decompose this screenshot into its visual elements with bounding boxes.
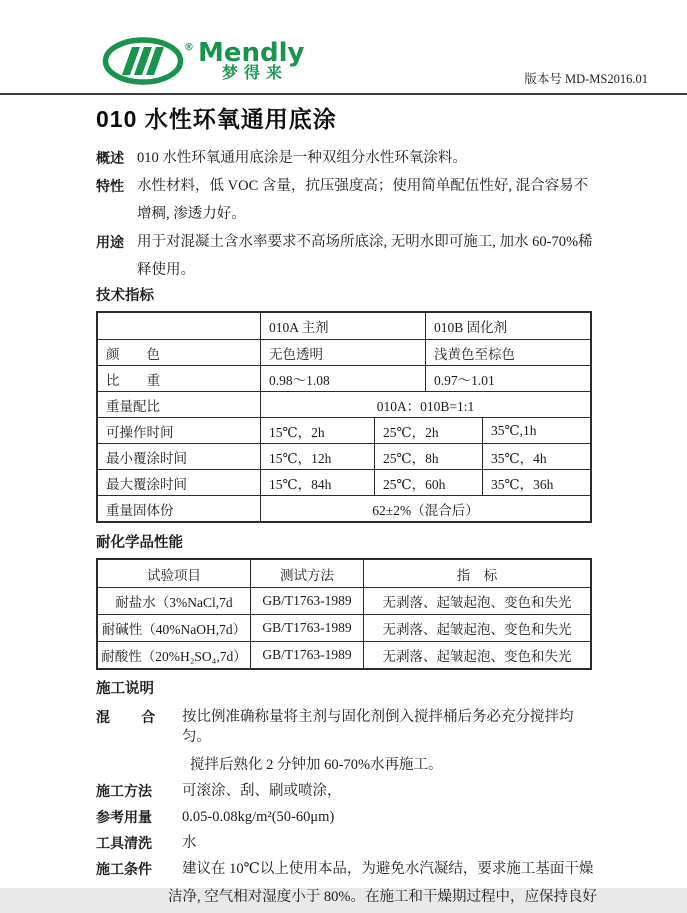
header-divider bbox=[0, 93, 687, 95]
table-cell: 耐盐水（3%NaCl,7d bbox=[115, 595, 233, 610]
construction-conditions-text bbox=[168, 859, 600, 907]
table-cell: 无剥落、起皱起泡、变色和失光 bbox=[363, 615, 590, 641]
table-row bbox=[98, 365, 590, 391]
tech-specs-heading: 技术指标 bbox=[96, 288, 154, 304]
application-method-label: 施工方法 bbox=[96, 783, 152, 799]
table-cell: 0.97～1.01 bbox=[425, 366, 590, 391]
table-cell: 浅黄色至棕色 bbox=[425, 340, 590, 365]
usage-label: 用途 bbox=[96, 234, 124, 250]
document-body bbox=[96, 104, 600, 913]
table-header-row bbox=[98, 560, 590, 587]
table-cell: 62±2%（混合后） bbox=[260, 496, 590, 521]
table-cell: 010A：010B=1:1 bbox=[260, 392, 590, 417]
table-cell: 15℃，12h bbox=[260, 444, 374, 469]
features-row bbox=[96, 172, 600, 228]
chem-resistance-heading: 耐化学品性能 bbox=[96, 535, 183, 551]
row-label: 重量固体份 bbox=[106, 502, 174, 518]
text-line: 0.05-0.08kg/m²(50-60μm) bbox=[182, 809, 335, 825]
table-cell: 耐碱性（40%NaOH,7d） bbox=[101, 622, 247, 637]
mixing-text bbox=[182, 707, 600, 775]
mixing-label: 混 合 bbox=[96, 709, 156, 725]
row-label: 比 重 bbox=[106, 372, 160, 388]
table-cell: GB/T1763-1989 bbox=[250, 615, 363, 641]
text-line: 洁净, 空气相对湿度小于 80%。在施工和干燥期过程中，应保持良好 bbox=[168, 889, 597, 905]
table-cell: 25℃，8h bbox=[374, 444, 482, 469]
mixing-row bbox=[96, 707, 600, 775]
table-cell: 35℃，4h bbox=[482, 444, 590, 469]
table-cell: 35℃,1h bbox=[482, 418, 590, 443]
registered-trademark-icon: ® bbox=[184, 42, 194, 53]
tool-cleaning-label: 工具清洗 bbox=[96, 835, 152, 851]
table-row bbox=[98, 495, 590, 521]
mendly-logo bbox=[102, 36, 305, 88]
text-line: 按比例准确称量将主剂与固化剂倒入搅拌桶后务必充分搅拌均匀。 bbox=[182, 709, 574, 745]
row-label: 颜 色 bbox=[106, 346, 160, 362]
table-cell: 无剥落、起皱起泡、变色和失光 bbox=[363, 642, 590, 668]
table-row bbox=[98, 313, 590, 339]
text-line: 可滚涂、刮、刷或喷涂， bbox=[182, 783, 342, 799]
text-line: 建议在 10℃以上使用本品，为避免水汽凝结，要求施工基面干燥 bbox=[182, 861, 594, 877]
brand-name-cn: 梦得来 bbox=[222, 63, 289, 82]
tool-cleaning-text bbox=[182, 833, 600, 853]
construction-heading: 施工说明 bbox=[96, 681, 154, 697]
usage-row bbox=[96, 228, 600, 284]
logo-text bbox=[198, 38, 305, 82]
tool-cleaning-row bbox=[96, 833, 600, 853]
table-cell: 无色透明 bbox=[260, 340, 425, 365]
table-row bbox=[98, 469, 590, 495]
table-row bbox=[98, 614, 590, 641]
table-row bbox=[98, 417, 590, 443]
overview-row bbox=[96, 144, 600, 172]
application-method-row bbox=[96, 781, 600, 801]
table-row bbox=[98, 641, 590, 668]
reference-dosage-row bbox=[96, 807, 600, 827]
table-cell: 无剥落、起皱起泡、变色和失光 bbox=[363, 588, 590, 614]
mendly-emblem-icon bbox=[102, 36, 192, 88]
table-cell: GB/T1763-1989 bbox=[250, 588, 363, 614]
row-label: 最小覆涂时间 bbox=[106, 450, 187, 466]
row-label: 可操作时间 bbox=[106, 424, 174, 440]
table-row bbox=[98, 339, 590, 365]
features-label: 特性 bbox=[96, 178, 124, 194]
reference-dosage-label: 参考用量 bbox=[96, 809, 152, 825]
overview-label: 概述 bbox=[96, 150, 124, 166]
row-label: 最大覆涂时间 bbox=[106, 476, 187, 492]
construction-conditions-row bbox=[96, 859, 600, 907]
usage-text: 用于对混凝土含水率要求不高场所底涂, 无明水即可施工, 加水 60-70%稀释使用。 bbox=[137, 234, 593, 278]
reference-dosage-text bbox=[182, 807, 600, 827]
table-cell bbox=[98, 313, 260, 339]
col-header-test-method: 测试方法 bbox=[250, 560, 363, 587]
table-cell: 15℃，84h bbox=[260, 470, 374, 495]
col-header-010a: 010A 主剂 bbox=[260, 313, 425, 339]
table-row bbox=[98, 587, 590, 614]
brand-name-en: Mendly bbox=[198, 38, 305, 68]
table-cell: GB/T1763-1989 bbox=[250, 642, 363, 668]
table-cell: 25℃，60h bbox=[374, 470, 482, 495]
table-row bbox=[98, 391, 590, 417]
col-header-index: 指 标 bbox=[363, 560, 590, 587]
features-text: 水性材料，低 VOC 含量，抗压强度高；使用简单配伍性好, 混合容易不增稠, 渗透力好。 bbox=[137, 178, 589, 222]
chem-resistance-table bbox=[96, 558, 592, 670]
col-header-test-item: 试验项目 bbox=[147, 567, 201, 583]
overview-text: 010 水性环氧通用底涂是一种双组分水性环氧涂料。 bbox=[137, 150, 467, 166]
table-cell: 35℃，36h bbox=[482, 470, 590, 495]
table-cell: 15℃，2h bbox=[260, 418, 374, 443]
text-line: 水 bbox=[182, 835, 197, 851]
table-cell: 25℃，2h bbox=[374, 418, 482, 443]
table-cell: 0.98～1.08 bbox=[260, 366, 425, 391]
tech-specs-table bbox=[96, 311, 592, 523]
version-number: 版本号 MD-MS2016.01 bbox=[524, 72, 648, 86]
table-cell: 耐酸性（20%H₂SO₄,7d） bbox=[101, 649, 247, 664]
construction-conditions-label: 施工条件 bbox=[96, 861, 152, 877]
page-title: 010 水性环氧通用底涂 bbox=[96, 106, 337, 132]
col-header-010b: 010B 固化剂 bbox=[425, 313, 590, 339]
table-row bbox=[98, 443, 590, 469]
text-line: 搅拌后熟化 2 分钟加 60-70%水再施工。 bbox=[190, 757, 443, 773]
application-method-text bbox=[182, 781, 600, 801]
row-label: 重量配比 bbox=[106, 398, 160, 414]
